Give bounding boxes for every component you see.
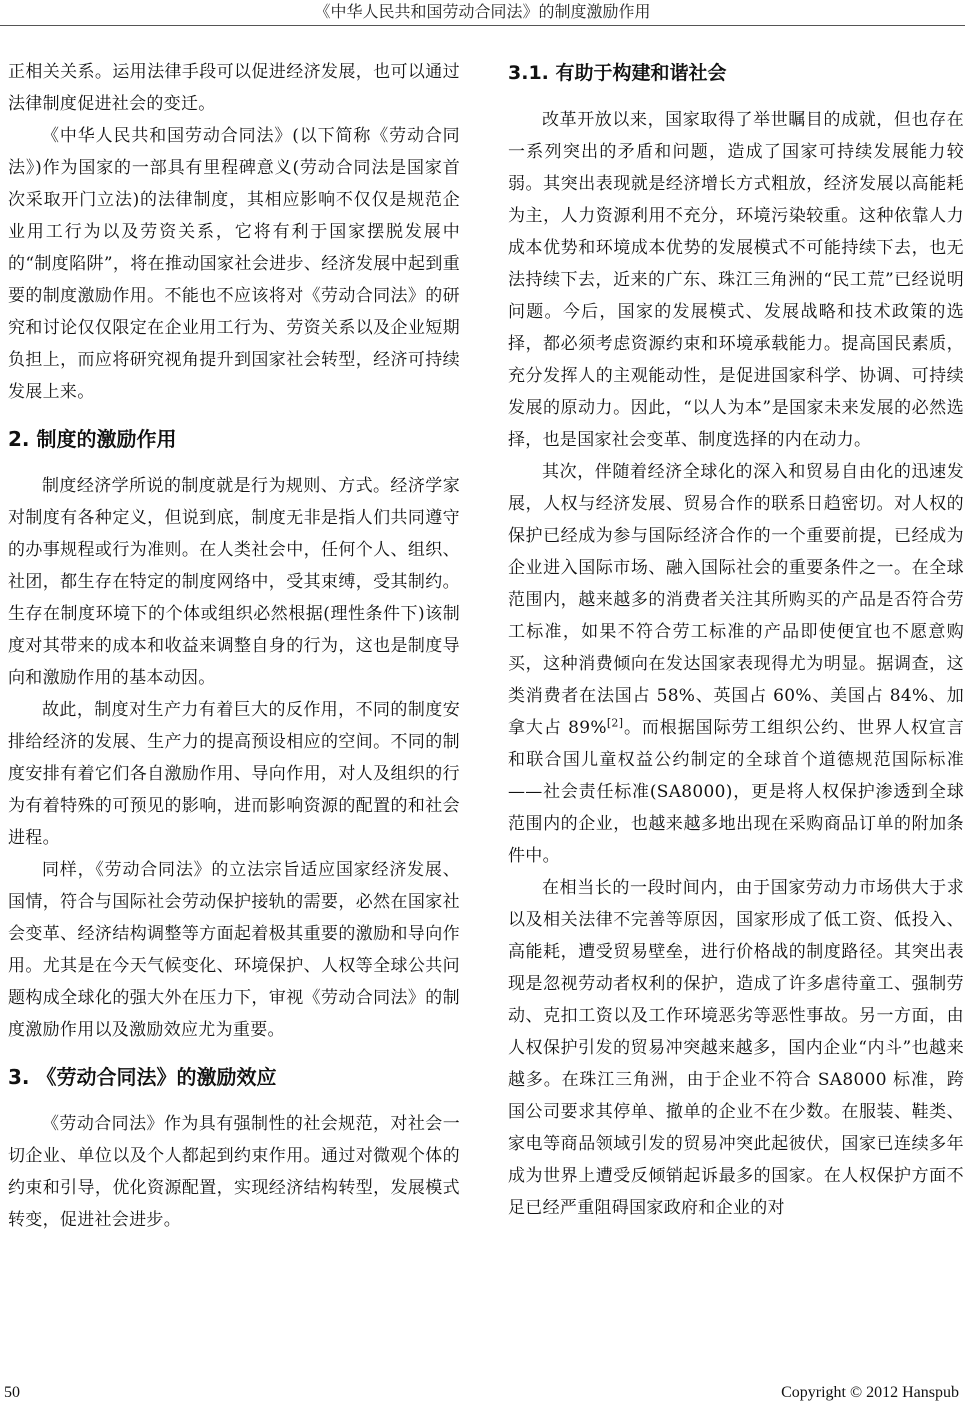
section-heading-3: 3. 《劳动合同法》的激励效应	[8, 1065, 277, 1089]
right-column	[508, 56, 964, 1224]
section-heading-2: 2. 制度的激励作用	[8, 427, 177, 451]
running-title: 《中华人民共和国劳动合同法》的制度激励作用	[314, 2, 651, 21]
section-heading-3-1: 3.1. 有助于构建和谐社会	[508, 62, 727, 84]
copyright-notice: Copyright © 2012 Hanspub	[781, 1384, 959, 1401]
paragraph-intro-tail: 正相关关系。运用法律手段可以促进经济发展，也可以通过法律制度促进社会的变迁。	[8, 62, 460, 114]
left-column	[8, 56, 460, 1236]
paragraph-legislative-purpose: 同样，《劳动合同法》的立法宗旨适应国家经济发展、国情，符合与国际社会劳动保护接轨的需要，必然在国家社会变革、经济结构调整等方面起着极其重要的激励和导向作用。尤其是在今天气候变化、环境保护、人权等全球公共问题构成全球化的强大外在压力下，审视《劳动合同法》的制度激励作用以及激励效应尤为重要。	[8, 860, 460, 1040]
text-human-rights-part-a: 其次，伴随着经济全球化的深入和贸易自由化的迅速发展，人权与经济发展、贸易合作的联系日趋密切。对人权的保护已经成为参与国际经济合作的一个重要前提，已经成为企业进入国际市场、融入国际社会的重要条件之一。在全球范围内，越来越多的消费者关注其所购买的产品是否符合劳工标准，如果不符合劳工标准的产品即使便宜也不愿意购买，这种消费倾向在发达国家表现得尤为明显。据调查，这类消费者在法国占 58%、英国占 60%、美国占 84%、加拿大占 89%	[508, 462, 964, 738]
text-human-rights-part-b: 。而根据国际劳工组织公约、世界人权宣言和联合国儿童权益公约制定的全球首个道德规范国际标准——社会责任标准(SA8000)，更是将人权保护渗透到全球范围内的企业，也越来越多地出现在采购商品订单的附加条件中。	[508, 718, 965, 866]
paragraph-intro-labor-law: 《中华人民共和国劳动合同法》(以下简称《劳动合同法》)作为国家的一部具有里程碑意义(劳动合同法是国家首次采取开门立法)的法律制度，其相应影响不仅仅是规范企业用工行为以及劳资关系，它将有利于国家摆脱发展中的“制度陷阱”，将在推动国家社会进步、经济发展中起到重要的制度激励作用。不能也不应该将对《劳动合同法》的研究和讨论仅仅限定在企业用工行为、劳资关系以及企业短期负担上，而应将研究视角提升到国家社会转型，经济可持续发展上来。	[8, 126, 460, 402]
header-rule	[0, 25, 965, 26]
paragraph-human-rights-trade	[508, 456, 964, 872]
paragraph-labor-market-path: 在相当长的一段时间内，由于国家劳动力市场供大于求以及相关法律不完善等原因，国家形成了低工资、低投入、高能耗，遭受贸易壁垒，进行价格战的制度路径。其突出表现是忽视劳动者权利的保护，造成了许多虐待童工、强制劳动、克扣工资以及工作环境恶劣等恶性事故。另一方面，由人权保护引发的贸易冲突越来越多，国内企业“内斗”也越来越多。在珠江三角洲，由于企业不符合 SA8000 标准，跨国公司要求其停单、撤单的企业不在少数。在服装、鞋类、家电等商品领域引发的贸易冲突此起彼伏，国家已连续多年成为世界上遭受反倾销起诉最多的国家。在人权保护方面不足已经严重阻碍国家政府和企业的对	[508, 878, 964, 1218]
paragraph-harmonious-society: 改革开放以来，国家取得了举世瞩目的成就，但也存在一系列突出的矛盾和问题，造成了国家可持续发展能力较弱。其突出表现就是经济增长方式粗放，经济发展以高能耗为主，人力资源利用不充分，环境污染较重。这种依靠人力成本优势和环境成本优势的发展模式不可能持续下去，也无法持续下去，近来的广东、珠江三角洲的“民工荒”已经说明问题。今后，国家的发展模式、发展战略和技术政策的选择，都必须考虑资源约束和环境承载能力。提高国民素质，充分发挥人的主观能动性，是促进国家科学、协调、可持续发展的原动力。因此，“以人为本”是国家未来发展的必然选择，也是国家社会变革、制度选择的内在动力。	[508, 110, 964, 450]
paragraph-institution-productivity: 故此，制度对生产力有着巨大的反作用，不同的制度安排给经济的发展、生产力的提高预设相应的空间。不同的制度安排有着它们各自激励作用、导向作用，对人及组织的行为有着特殊的可预见的影响，进而影响资源的配置的和社会进程。	[8, 700, 460, 848]
page-number: 50	[4, 1384, 20, 1401]
paragraph-incentive-effect: 《劳动合同法》作为具有强制性的社会规范，对社会一切企业、单位以及个人都起到约束作用。通过对微观个体的约束和引导，优化资源配置，实现经济结构转型，发展模式转变，促进社会进步。	[8, 1114, 460, 1230]
paragraph-institution-definition: 制度经济学所说的制度就是行为规则、方式。经济学家对制度有各种定义，但说到底，制度无非是指人们共同遵守的办事规程或行为准则。在人类社会中，任何个人、组织、社团，都生存在特定的制度网络中，受其束缚，受其制约。生存在制度环境下的个体或组织必然根据(理性条件下)该制度对其带来的成本和收益来调整自身的行为，这也是制度导向和激励作用的基本动因。	[8, 476, 460, 688]
citation-reference: [2]	[606, 716, 624, 730]
